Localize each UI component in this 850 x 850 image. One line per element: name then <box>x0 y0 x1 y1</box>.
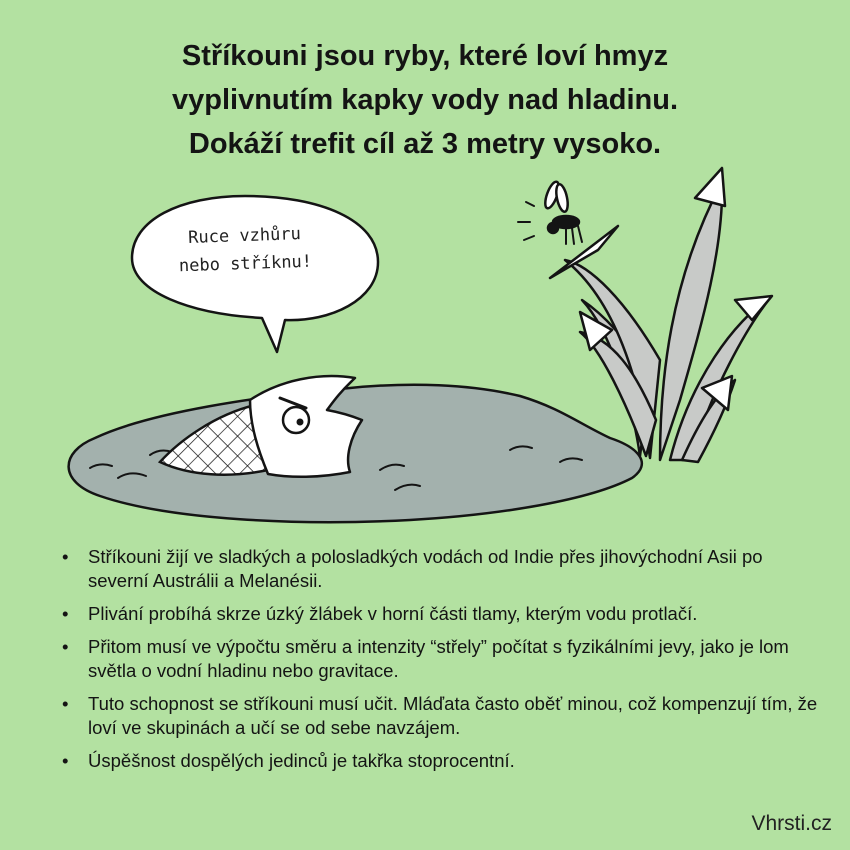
reeds <box>550 168 772 462</box>
speech-bubble-line-1: Ruce vzhůru <box>187 224 302 248</box>
headline-line-2: vyplivnutím kapky vody nad hladinu. <box>172 84 678 116</box>
brand-link[interactable]: Vhrsti.cz <box>751 812 832 835</box>
fact-item <box>62 692 822 740</box>
leaf-tip <box>735 296 772 320</box>
fish-pupil <box>297 419 304 426</box>
headline-line-3: Dokáží trefit cíl až 3 metry vysoko. <box>188 128 662 160</box>
facts-list <box>62 545 822 782</box>
fact-text: Plivání probíhá skrze úzký žlábek v horní části tlamy, kterým vodu protlačí. <box>88 603 698 624</box>
fact-text: Úspěšnost dospělých jedinců je takřka stoprocentní. <box>88 750 515 771</box>
fact-text: Tuto schopnost se stříkouni musí učit. Mláďata často oběť minou, což kompenzují tím, že loví ve skupinách a učí se od sebe navzájem. <box>88 693 818 738</box>
leaf-tip <box>695 168 725 206</box>
fact-item <box>62 635 822 683</box>
bullet: • <box>62 636 69 657</box>
bullet: • <box>62 693 69 714</box>
fact-item <box>62 545 822 593</box>
fish-eye <box>283 407 309 433</box>
bullet: • <box>62 546 69 567</box>
fact-item <box>62 602 822 626</box>
headline-line-1: Stříkouni jsou ryby, které loví hmyz <box>181 40 669 72</box>
insect <box>518 180 582 244</box>
fact-item <box>62 749 822 773</box>
bullet: • <box>62 750 69 771</box>
fact-text: Stříkouni žijí ve sladkých a polosladkých vodách od Indie přes jihovýchodní Asii po severní Austrálii a Melanésii. <box>88 546 763 591</box>
speech-bubble-text <box>149 219 341 282</box>
fact-text: Přitom musí ve výpočtu směru a intenzity “střely” počítat s fyzikálními jevy, jako je lom světla o vodní hladinu nebo gravitace. <box>88 636 789 681</box>
bullet: • <box>62 603 69 624</box>
speech-bubble-line-2: nebo stříknu! <box>178 251 313 277</box>
